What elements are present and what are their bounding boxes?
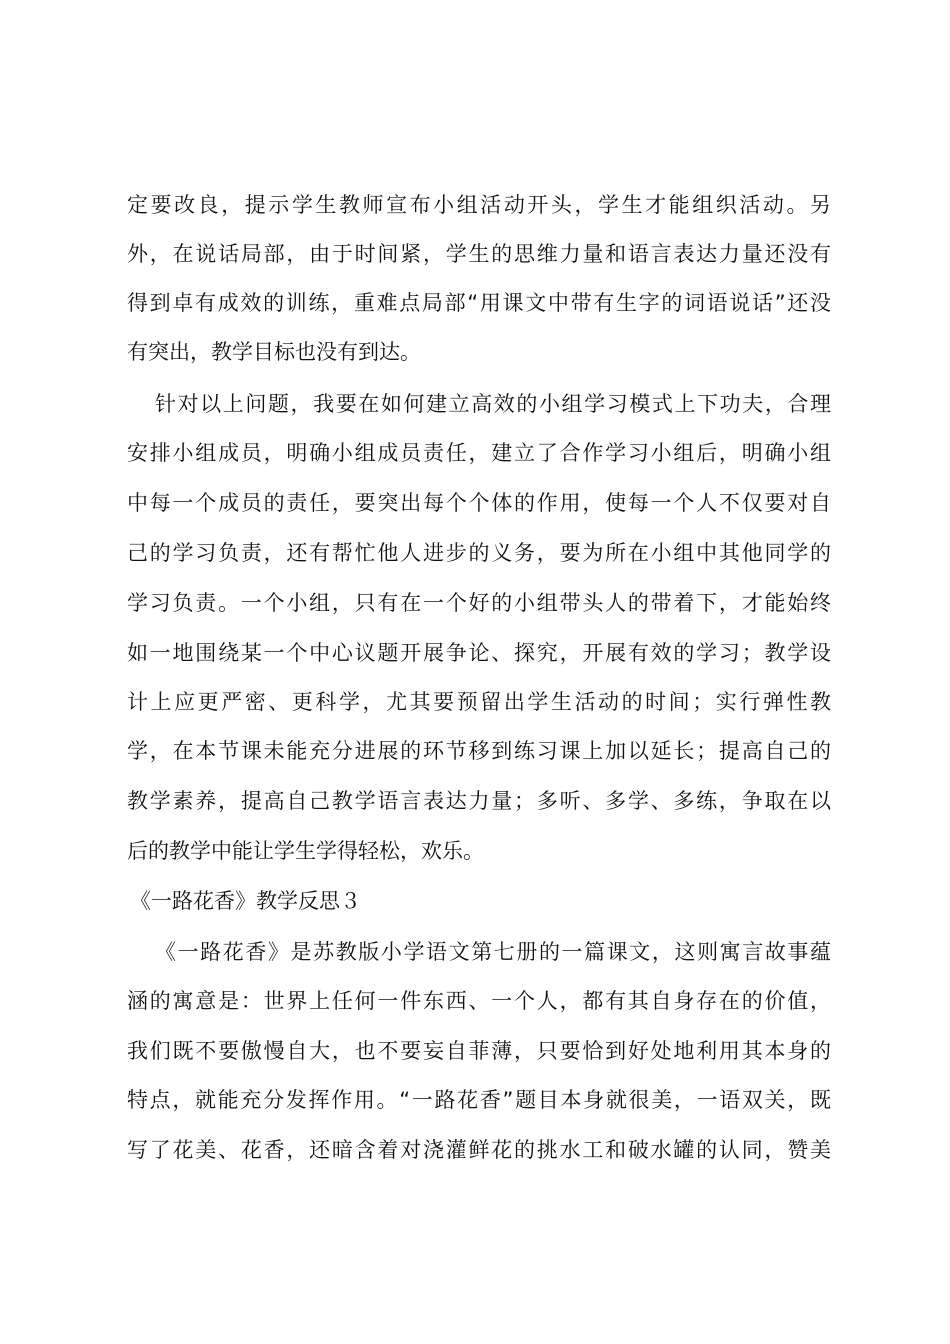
paragraph-2-line-8: 学，在本节课未能充分进展的环节移到练习课上加以延长；提高自己的 (127, 739, 831, 763)
paragraph-3-line-4: 特点，就能充分发挥作用。“一路花香”题目本身就很美，一语双关，既 (127, 1088, 831, 1112)
paragraph-2-line-5: 学习负责。一个小组，只有在一个好的小组带头人的带着下，才能始终 (127, 591, 831, 615)
paragraph-1-line-4: 有突出，教学目标也没有到达。 (127, 340, 421, 364)
paragraph-1-line-2: 外，在说话局部，由于时间紧，学生的思维力量和语言表达力量还没有 (127, 242, 831, 266)
paragraph-2-line-1: 针对以上问题，我要在如何建立高效的小组学习模式上下功夫，合理 (155, 392, 831, 416)
paragraph-1-line-3: 得到卓有成效的训练，重难点局部“用课文中带有生字的词语说话”还没 (127, 291, 831, 315)
paragraph-2-line-2: 安排小组成员，明确小组成员责任，建立了合作学习小组后，明确小组 (127, 441, 831, 465)
paragraph-3-line-2: 涵的寓意是：世界上任何一件东西、一个人，都有其自身存在的价值， (127, 989, 831, 1013)
paragraph-3-line-5: 写了花美、花香，还暗含着对浇灌鲜花的挑水工和破水罐的认同，赞美 (127, 1138, 831, 1162)
paragraph-2-line-4: 己的学习负责，还有帮忙他人进步的义务，要为所在小组中其他同学的 (127, 541, 831, 565)
paragraph-2-line-6: 如一地围绕某一个中心议题开展争论、探究，开展有效的学习；教学设 (127, 641, 831, 665)
paragraph-2-line-7: 计上应更严密、更科学，尤其要预留出学生活动的时间；实行弹性教 (127, 690, 831, 714)
paragraph-2-line-3: 中每一个成员的责任，要突出每个个体的作用，使每一个人不仅要对自 (127, 491, 831, 515)
paragraph-2-line-10: 后的教学中能让学生学得轻松，欢乐。 (127, 839, 484, 863)
paragraph-2-line-9: 教学素养，提高自己教学语言表达力量；多听、多学、多练，争取在以 (127, 789, 831, 813)
section-heading: 《一路花香》教学反思３ (130, 889, 361, 913)
paragraph-3-line-1: 《一路花香》是苏教版小学语文第七册的一篇课文，这则寓言故事蕴 (155, 940, 831, 964)
paragraph-3-line-3: 我们既不要傲慢自大，也不要妄自菲薄，只要恰到好处地利用其本身的 (127, 1039, 831, 1063)
paragraph-1-line-1: 定要改良，提示学生教师宣布小组活动开头，学生才能组织活动。另 (127, 193, 831, 217)
